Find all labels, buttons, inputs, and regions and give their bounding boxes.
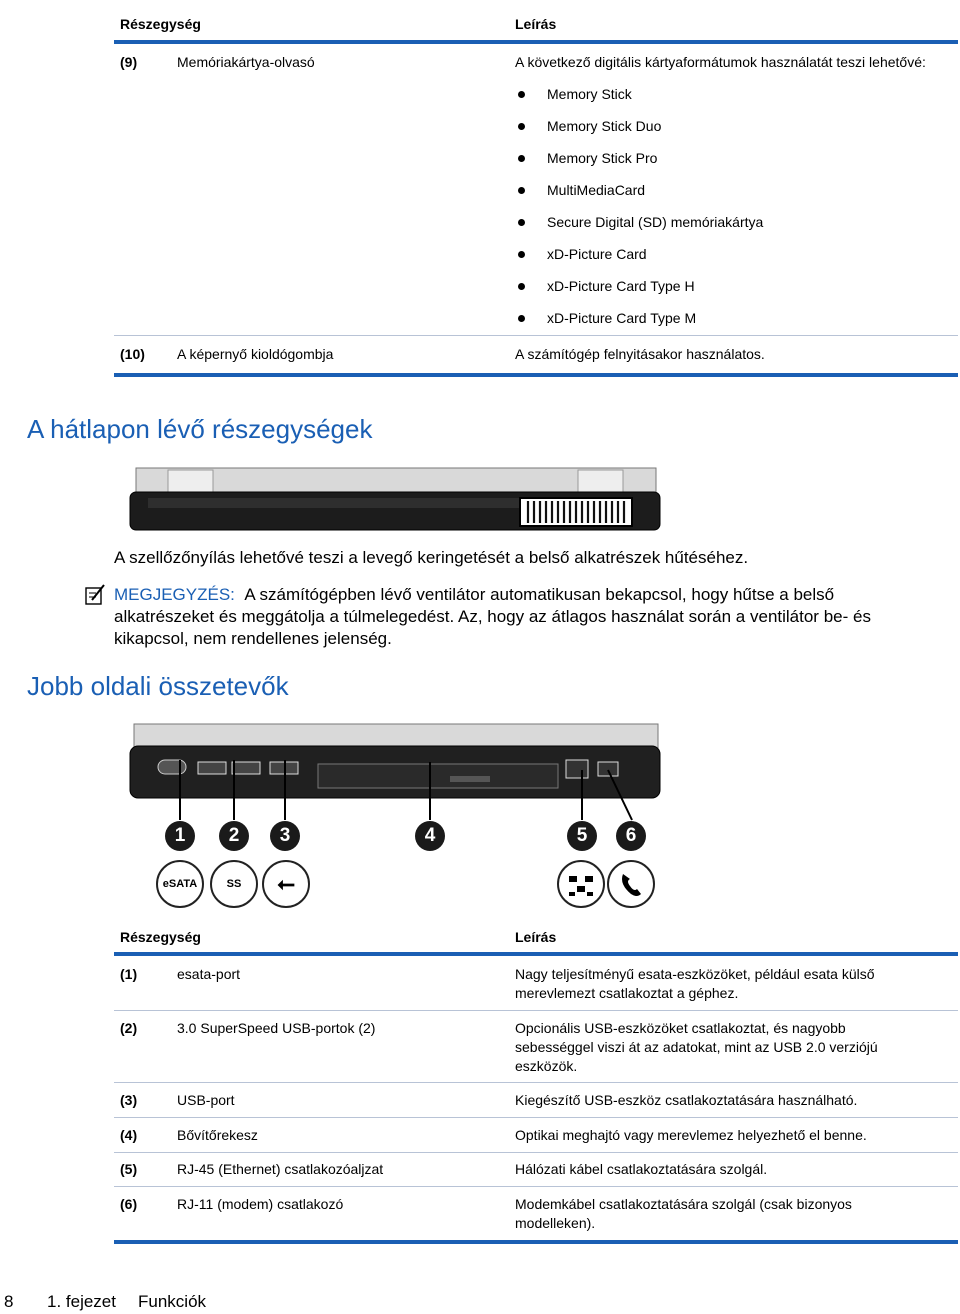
callout-1: 1	[165, 821, 195, 851]
note-icon	[84, 583, 106, 607]
bullet-item: Memory Stick Duo	[518, 118, 661, 134]
footer-chapter-title: Funkciók	[138, 1292, 207, 1311]
table2-header-component: Részegység	[120, 929, 201, 945]
table2-row-desc: Opcionális USB-eszközöket csatlakoztat, és nagyobb	[515, 1020, 846, 1036]
table1-bottom-rule	[114, 373, 958, 377]
table2-row-name: RJ-11 (modem) csatlakozó	[177, 1196, 344, 1212]
table2-row-divider	[114, 1117, 958, 1118]
table2-row-name: Bővítőrekesz	[177, 1127, 258, 1143]
table1-row-name: A képernyő kioldógombja	[177, 346, 334, 362]
esata-icon: eSATA	[156, 860, 204, 908]
bullet-item: xD-Picture Card	[518, 246, 647, 262]
network-icon	[557, 860, 605, 908]
usb-icon: ⭠	[262, 860, 310, 908]
laptop-back-illustration	[128, 466, 663, 536]
table2-row-divider	[114, 1152, 958, 1153]
callout-6: 6	[616, 821, 646, 851]
table1-row-desc: A következő digitális kártyaformátumok használatát teszi lehetővé:	[515, 54, 926, 70]
table1-header-rule	[114, 40, 958, 44]
table1-row-name: Memóriakártya-olvasó	[177, 54, 315, 70]
table1-row-num: (10)	[120, 346, 145, 362]
callout-4: 4	[415, 821, 445, 851]
note-line: kikapcsol, nem rendellenes jelenség.	[114, 629, 392, 648]
callout-5: 5	[567, 821, 597, 851]
back-caption: A szellőzőnyílás lehetővé teszi a levegő keringetését a belső alkatrészek hűtéséhez.	[114, 548, 749, 567]
table2-row-desc: merevlemezt csatlakoztat a géphez.	[515, 985, 739, 1001]
table1-row-num: (9)	[120, 54, 138, 70]
table2-row-divider	[114, 1010, 958, 1011]
table2-row-desc: Modemkábel csatlakoztatására szolgál (csak bizonyos	[515, 1196, 852, 1212]
table2-row-num: (3)	[120, 1092, 138, 1108]
table2-row-num: (1)	[120, 966, 138, 982]
table2-header-description: Leírás	[515, 929, 557, 945]
table2-row-name: 3.0 SuperSpeed USB-portok (2)	[177, 1020, 376, 1036]
table2-row-desc: Nagy teljesítményű esata-eszközöket, például esata külső	[515, 966, 875, 982]
bullet-item: Secure Digital (SD) memóriakártya	[518, 214, 763, 230]
table2-row-desc: sebességgel viszi át az adatokat, mint az USB 2.0 verziójú	[515, 1039, 878, 1055]
table2-row-divider	[114, 1082, 958, 1083]
table1-header-component: Részegység	[120, 16, 201, 32]
bullet-item: xD-Picture Card Type M	[518, 310, 696, 326]
note-line: MEGJEGYZÉS: A számítógépben lévő ventilátor automatikusan bekapcsol, hogy hűtse a belső	[114, 585, 835, 604]
table2-bottom-rule	[114, 1240, 958, 1244]
table2-row-desc: eszközök.	[515, 1058, 578, 1074]
table2-row-name: USB-port	[177, 1092, 235, 1108]
bullet-item: Memory Stick	[518, 86, 632, 102]
table2-row-desc: modelleken).	[515, 1215, 596, 1231]
table2-row-desc: Kiegészítő USB-eszköz csatlakoztatására használható.	[515, 1092, 858, 1108]
section-title-right: Jobb oldali összetevők	[27, 671, 289, 701]
page-number: 8	[4, 1292, 14, 1311]
table2-row-divider	[114, 1186, 958, 1187]
table1-row-desc: A számítógép felnyitásakor használatos.	[515, 346, 765, 362]
note-line: alkatrészeket és meggátolja a túlmelegedést. Az, hogy az átlagos használat során a ventilátor be- és	[114, 607, 871, 626]
table2-row-num: (4)	[120, 1127, 138, 1143]
modem-icon	[607, 860, 655, 908]
table1-row-divider	[114, 335, 958, 336]
table2-row-desc: Optikai meghajtó vagy merevlemez helyezhető el benne.	[515, 1127, 867, 1143]
bullet-item: Memory Stick Pro	[518, 150, 657, 166]
table2-header-rule	[114, 952, 958, 956]
table2-row-name: esata-port	[177, 966, 241, 982]
callout-3: 3	[270, 821, 300, 851]
note-label: MEGJEGYZÉS:	[114, 585, 235, 604]
table2-row-num: (5)	[120, 1161, 138, 1177]
table2-row-name: RJ-45 (Ethernet) csatlakozóaljzat	[177, 1161, 384, 1177]
superspeed-usb-icon: SS	[210, 860, 258, 908]
bullet-item: xD-Picture Card Type H	[518, 278, 695, 294]
table2-row-num: (6)	[120, 1196, 138, 1212]
footer-chapter: 1. fejezet	[47, 1292, 116, 1311]
table2-row-num: (2)	[120, 1020, 138, 1036]
table2-row-desc: Hálózati kábel csatlakoztatására szolgál.	[515, 1161, 768, 1177]
callout-2: 2	[219, 821, 249, 851]
table1-header-description: Leírás	[515, 16, 557, 32]
bullet-item: MultiMediaCard	[518, 182, 645, 198]
section-title-back: A hátlapon lévő részegységek	[27, 414, 373, 444]
